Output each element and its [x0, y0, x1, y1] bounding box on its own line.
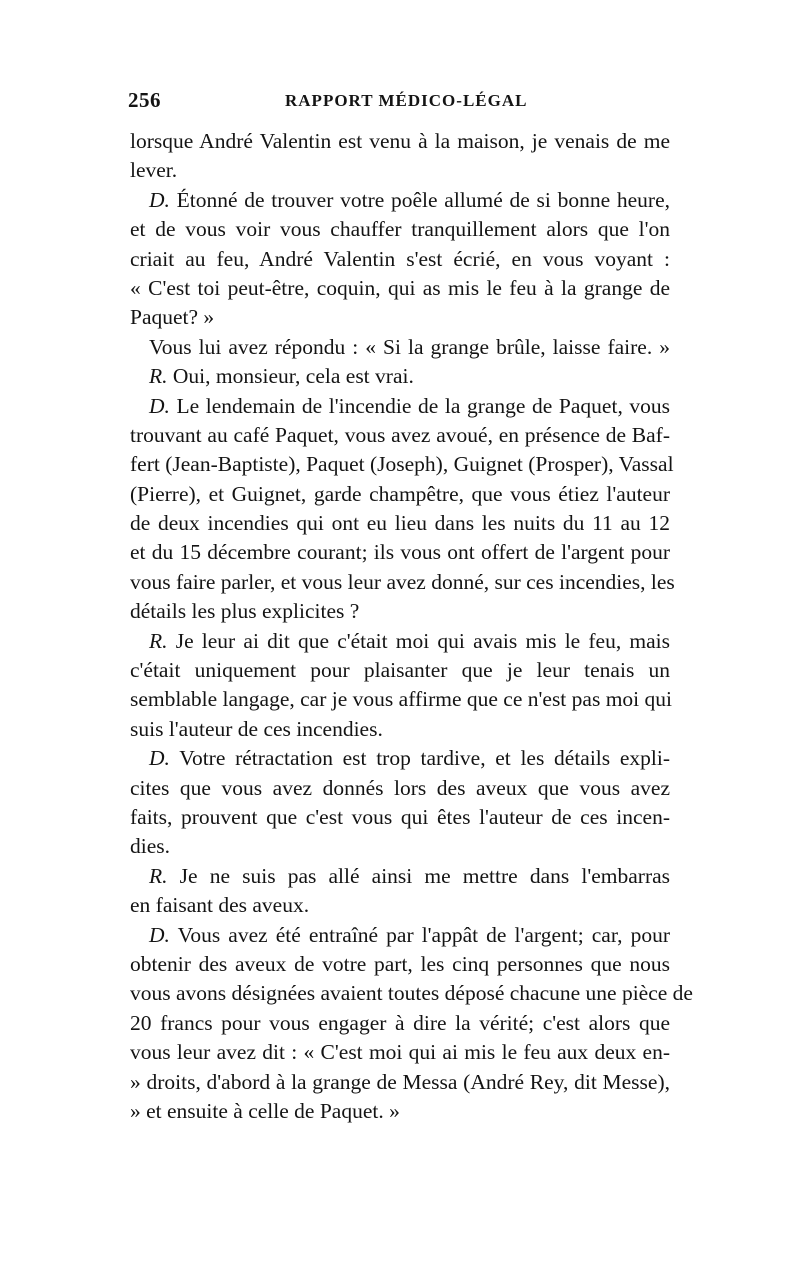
- line-text: semblable langage, car je vous affirme que ce n'est pas moi qui: [130, 687, 672, 712]
- line-text: Vous avez été entraîné par l'appât de l'argent; car, pour: [177, 922, 670, 947]
- text-line: [130, 1009, 670, 1038]
- text-line: [130, 685, 670, 714]
- text-line: [130, 333, 670, 362]
- text-line: [130, 597, 670, 626]
- text-line: [130, 832, 670, 861]
- line-text: vous faire parler, et vous leur avez donné, sur ces incendies, les: [130, 569, 675, 594]
- line-text: c'était uniquement pour plaisanter que je leur tenais un: [130, 658, 670, 683]
- line-text: (Pierre), et Guignet, garde champêtre, que vous étiez l'auteur: [130, 481, 670, 506]
- line-text: vous avons désignées avaient toutes déposé chacune une pièce de: [130, 981, 693, 1006]
- body-text: [130, 127, 693, 1126]
- page-header: [128, 88, 673, 118]
- text-line: [130, 303, 670, 332]
- text-line: [130, 921, 670, 950]
- text-line: [130, 803, 670, 832]
- text-line: [130, 979, 693, 1008]
- speaker-label: D.: [149, 187, 170, 212]
- text-line: [130, 891, 670, 920]
- text-line: [130, 538, 670, 567]
- text-line: [130, 627, 670, 656]
- line-text: Votre rétractation est trop tardive, et les détails expli-: [179, 746, 670, 771]
- text-line: [130, 362, 670, 391]
- line-text: Paquet? »: [130, 305, 215, 330]
- speaker-label: D.: [149, 922, 170, 947]
- speaker-label: R.: [149, 628, 168, 653]
- text-line: [130, 950, 670, 979]
- page-number: 256: [128, 88, 161, 112]
- line-text: dies.: [130, 834, 171, 859]
- text-line: [130, 568, 675, 597]
- line-text: lever.: [130, 158, 178, 183]
- line-text: Je leur ai dit que c'était moi qui avais mis le feu, mais: [175, 628, 671, 653]
- text-line: [130, 274, 670, 303]
- text-line: [130, 156, 670, 185]
- line-text: trouvant au café Paquet, vous avez avoué, en présence de Baf-: [130, 422, 670, 447]
- text-line: [130, 1068, 670, 1097]
- text-line: [130, 744, 670, 773]
- line-text: et de vous voir vous chauffer tranquillement alors que l'on: [130, 217, 670, 242]
- line-text: en faisant des aveux.: [130, 893, 310, 918]
- line-text: 20 francs pour vous engager à dire la vérité; c'est alors que: [130, 1010, 670, 1035]
- text-line: [130, 450, 674, 479]
- line-text: Je ne suis pas allé ainsi me mettre dans l'embarras: [179, 863, 671, 888]
- line-text: Oui, monsieur, cela est vrai.: [172, 364, 414, 389]
- line-text: Le lendemain de l'incendie de la grange de Paquet, vous: [176, 393, 671, 418]
- line-text: « C'est toi peut-être, coquin, qui as mis le feu à la grange de: [130, 275, 670, 300]
- text-line: [130, 215, 670, 244]
- line-text: obtenir des aveux de votre part, les cinq personnes que nous: [130, 951, 670, 976]
- line-text: et du 15 décembre courant; ils vous ont offert de l'argent pour: [130, 540, 670, 565]
- speaker-label: D.: [149, 393, 170, 418]
- running-head: RAPPORT MÉDICO-LÉGAL: [285, 91, 528, 110]
- line-text: vous leur avez dit : « C'est moi qui ai mis le feu aux deux en-: [130, 1040, 670, 1065]
- line-text: cites que vous avez donnés lors des aveux que vous avez: [130, 775, 670, 800]
- line-text: » droits, d'abord à la grange de Messa (André Rey, dit Messe),: [130, 1069, 670, 1094]
- text-line: [130, 656, 670, 685]
- line-text: Vous lui avez répondu : « Si la grange brûle, laisse faire. »: [149, 334, 670, 359]
- text-line: [130, 715, 670, 744]
- line-text: suis l'auteur de ces incendies.: [130, 716, 383, 741]
- text-line: [130, 862, 670, 891]
- line-text: faits, prouvent que c'est vous qui êtes l'auteur de ces incen-: [130, 804, 670, 829]
- text-line: [130, 1097, 670, 1126]
- text-line: [130, 421, 670, 450]
- text-line: [130, 1038, 670, 1067]
- text-line: [130, 127, 670, 156]
- speaker-label: R.: [149, 364, 168, 389]
- line-text: lorsque André Valentin est venu à la maison, je venais de me: [130, 129, 670, 153]
- speaker-label: D.: [149, 746, 170, 771]
- speaker-label: R.: [149, 863, 168, 888]
- line-text: fert (Jean-Baptiste), Paquet (Joseph), Guignet (Prosper), Vassal: [130, 452, 674, 477]
- text-line: [130, 392, 670, 421]
- text-line: [130, 245, 670, 274]
- text-line: [130, 509, 670, 538]
- line-text: » et ensuite à celle de Paquet. »: [130, 1098, 400, 1123]
- line-text: de deux incendies qui ont eu lieu dans les nuits du 11 au 12: [130, 511, 670, 536]
- line-text: détails les plus explicites ?: [130, 599, 360, 624]
- text-line: [130, 480, 670, 509]
- text-line: [130, 186, 670, 215]
- line-text: Étonné de trouver votre poêle allumé de si bonne heure,: [176, 187, 670, 212]
- line-text: criait au feu, André Valentin s'est écrié, en vous voyant :: [130, 246, 670, 271]
- text-line: [130, 774, 670, 803]
